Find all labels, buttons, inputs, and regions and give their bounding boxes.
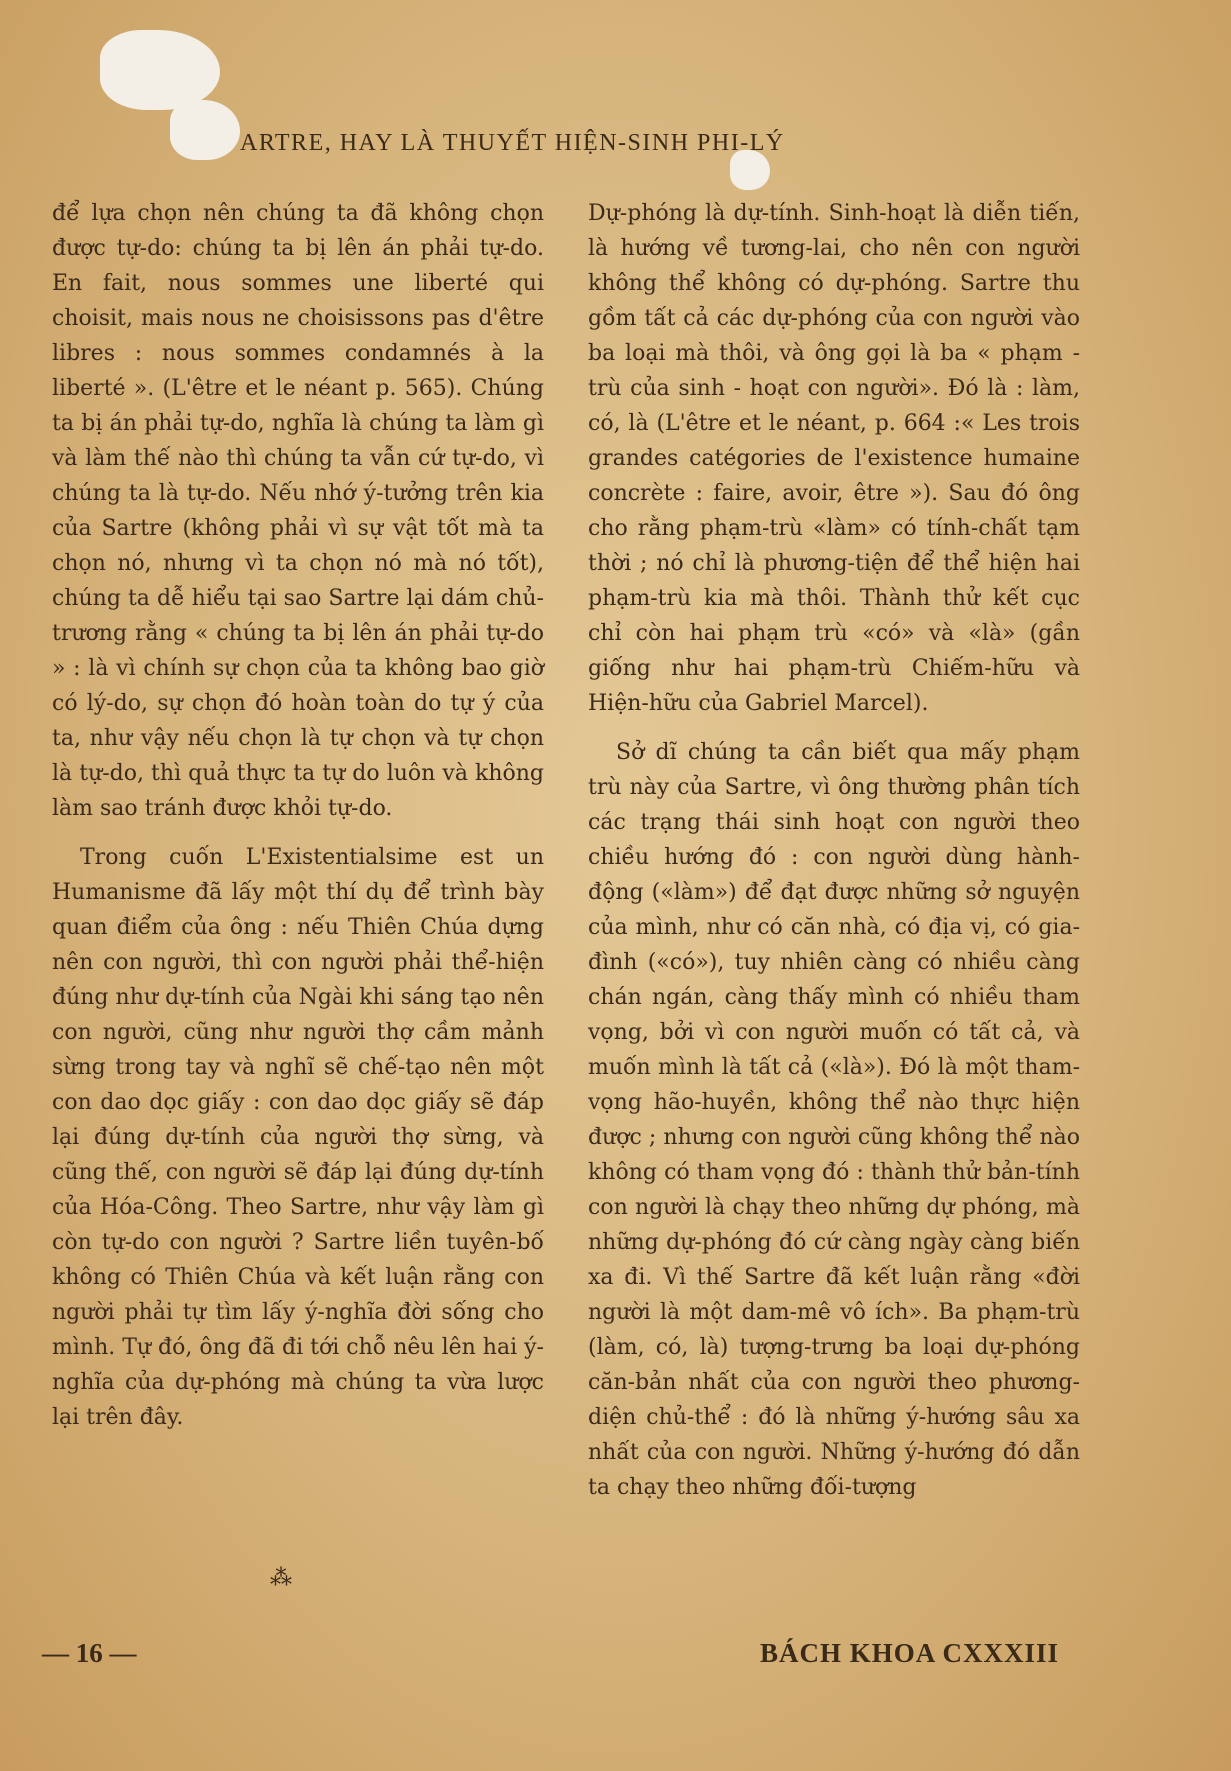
page-number: — 16 — bbox=[42, 1638, 137, 1668]
left-paragraph-1: để lựa chọn nên chúng ta đã không chọn được tự-do: chúng ta bị lên án phải tự-do. En fait, nous sommes une liberté qui choisit, mais nous ne choisissons pas d'être libres : nous sommes condamnés à la liberté ». (L'être et le néant p. 565). Chúng ta bị án phải tự-do, nghĩa là chúng ta làm gì và làm thế nào thì chúng ta vẫn cứ tự-do, vì chúng ta là tự-do. Nếu nhớ ý-tưởng trên kia của Sartre (không phải vì sự vật tốt mà ta chọn nó, nhưng vì ta chọn nó mà nó tốt), chúng ta dễ hiểu tại sao Sartre lại dám chủ-trương rằng « chúng ta bị lên án phải tự-do » : là vì chính sự chọn của ta không bao giờ có lý-do, sự chọn đó hoàn toàn do tự ý của ta, như vậy nếu chọn là tự chọn và tự chọn là tự-do, thì quả thực ta tự do luôn và không làm sao tránh được khỏi tự-do. bbox=[52, 201, 544, 821]
right-paragraph-1: Dự-phóng là dự-tính. Sinh-hoạt là diễn tiến, là hướng về tương-lai, cho nên con người không thể không có dự-phóng. Sartre thu gồm tất cả các dự-phóng của con người vào ba loại mà thôi, và ông gọi là ba « phạm - trù của sinh - hoạt con người». Đó là : làm, có, là (L'être et le néant, p. 664 :« Les trois grandes catégories de l'existence humaine concrète : faire, avoir, être »). Sau đó ông cho rằng phạm-trù «làm» có tính-chất tạm thời ; nó chỉ là phương-tiện để thể hiện hai phạm-trù kia mà thôi. Thành thử kết cục chỉ còn hai phạm trù «có» và «là» (gần giống như hai phạm-trù Chiếm-hữu và Hiện-hữu của Gabriel Marcel). bbox=[588, 201, 1080, 716]
torn-hole-left bbox=[100, 30, 220, 110]
running-header: ARTRE, HAY LÀ THUYẾT HIỆN-SINH PHI-LÝ bbox=[240, 130, 785, 156]
right-paragraph-2: Sở dĩ chúng ta cần biết qua mấy phạm trù này của Sartre, vì ông thường phân tích các trạng thái sinh hoạt con người theo chiều hướng đó : con người dùng hành-động («làm») để đạt được những sở nguyện của mình, như có căn nhà, có địa vị, có gia-đình («có»), tuy nhiên càng có nhiều càng chán ngán, càng thấy mình có nhiều tham vọng, bởi vì con người muốn có tất cả, và muốn mình là tất cả («là»). Đó là một tham-vọng hão-huyền, không thể nào thực hiện được ; nhưng con người cũng không thể nào không có tham vọng đó : thành thử bản-tính con người là chạy theo những dự phóng, mà những dự-phóng đó cứ càng ngày càng biến xa đi. Vì thế Sartre đã kết luận rằng «đời người là một dam-mê vô ích». Ba phạm-trù (làm, có, là) tượng-trưng ba loại dự-phóng căn-bản nhất của con người theo phương-diện chủ-thể : đó là những ý-hướng sâu xa nhất của con người. Những ý-hướng đó dẫn ta chạy theo những đối-tượng bbox=[588, 740, 1080, 1500]
right-column bbox=[588, 196, 1080, 1505]
section-divider: ⁂ bbox=[270, 1566, 292, 1591]
left-paragraph-2: Trong cuốn L'Existentialsime est un Humanisme đã lấy một thí dụ để trình bày quan điểm của ông : nếu Thiên Chúa dựng nên con người, thì con người phải thể-hiện đúng như dự-tính của Ngài khi sáng tạo nên con người, cũng như người thợ cầm mảnh sừng trong tay và nghĩ sẽ chế-tạo nên một con dao dọc giấy : con dao dọc giấy sẽ đáp lại đúng dự-tính của người thợ sừng, và cũng thế, con người sẽ đáp lại đúng dự-tính của Hóa-Công. Theo Sartre, như vậy làm gì còn tự-do con người ? Sartre liền tuyên-bố không có Thiên Chúa và kết luận rằng con người phải tự tìm lấy ý-nghĩa đời sống cho mình. Tự đó, ông đã đi tới chỗ nêu lên hai ý-nghĩa của dự-phóng mà chúng ta vừa lược lại trên đây. bbox=[52, 845, 544, 1430]
publication-name: BÁCH KHOA CXXXIII bbox=[760, 1638, 1060, 1668]
left-column bbox=[52, 196, 544, 1435]
torn-hole-left-lower bbox=[170, 100, 240, 160]
